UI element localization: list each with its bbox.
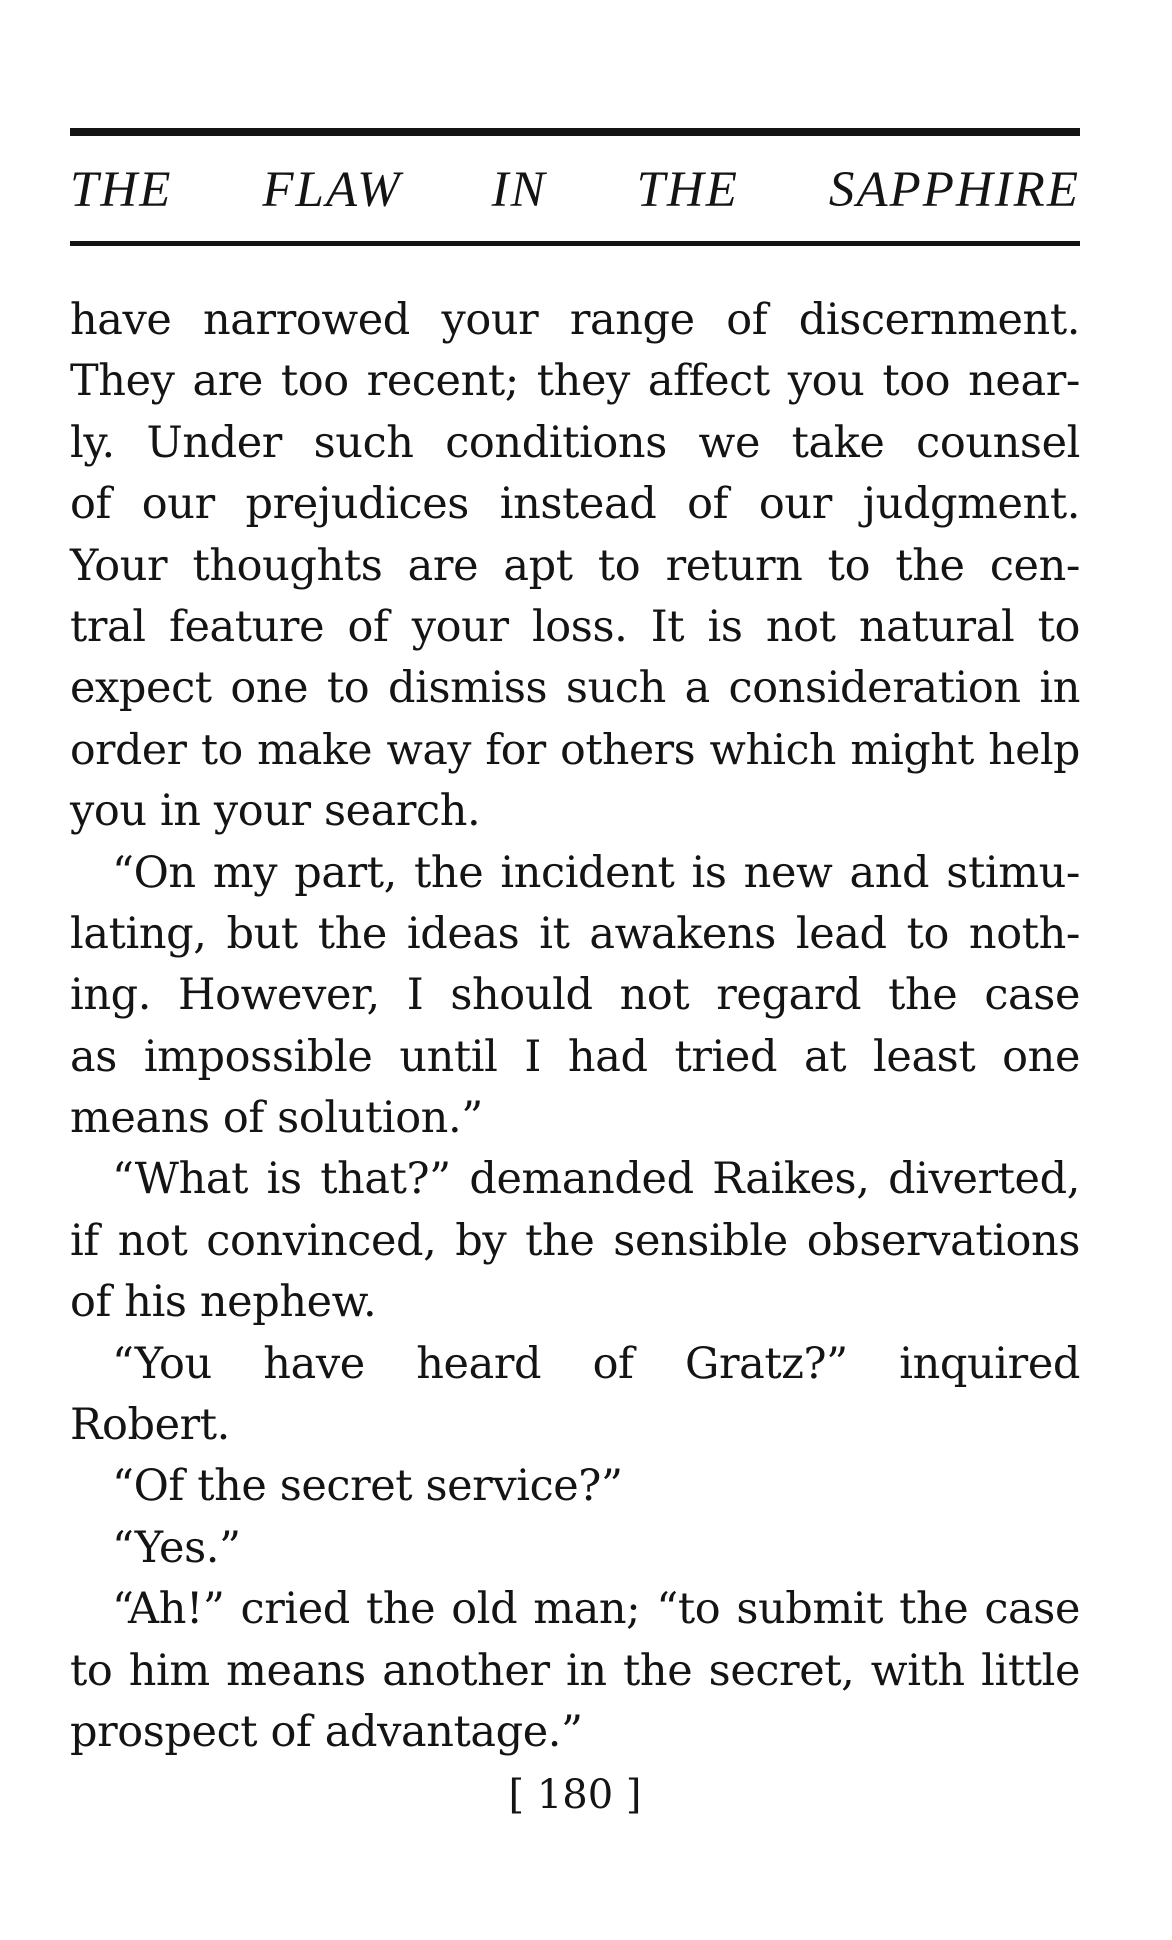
text-line: ly. Under such conditions we take counsel bbox=[70, 417, 1080, 468]
text-line: “What is that?” demanded Raikes, diverted, bbox=[112, 1154, 1080, 1205]
text-line: if not convinced, by the sensible observations bbox=[70, 1215, 1080, 1266]
text-line: means of solution.” bbox=[70, 1093, 483, 1144]
book-page bbox=[70, 0, 1080, 1940]
text-line: They are too recent; they affect you too near- bbox=[70, 356, 1080, 407]
header-rule-bottom bbox=[70, 241, 1080, 246]
text-line: you in your search. bbox=[70, 786, 481, 837]
text-line: ing. However, I should not regard the case bbox=[70, 970, 1080, 1021]
text-line: as impossible until I had tried at least one bbox=[70, 1031, 1080, 1082]
header-rule-top bbox=[70, 128, 1080, 136]
text-line: prospect of advantage.” bbox=[70, 1706, 583, 1757]
text-line: expect one to dismiss such a consideration in bbox=[70, 663, 1080, 714]
text-line: to him means another in the secret, with little bbox=[70, 1645, 1080, 1696]
text-line: Your thoughts are apt to return to the cen- bbox=[70, 540, 1080, 591]
page-number: [ 180 ] bbox=[508, 1772, 642, 1818]
body-text bbox=[70, 290, 1080, 1763]
text-line: order to make way for others which might help bbox=[70, 725, 1080, 775]
text-line: lating, but the ideas it awakens lead to noth- bbox=[70, 908, 1080, 959]
text-line: “On my part, the incident is new and stimu- bbox=[112, 847, 1080, 898]
text-line: “You have heard of Gratz?” inquired bbox=[112, 1338, 1080, 1389]
text-line: of his nephew. bbox=[70, 1277, 377, 1328]
text-line: “Yes.” bbox=[112, 1522, 241, 1573]
text-line: have narrowed your range of discernment. bbox=[70, 295, 1080, 345]
text-line: “Ah!” cried the old man; “to submit the case bbox=[112, 1584, 1080, 1635]
text-line: “Of the secret service?” bbox=[112, 1461, 623, 1512]
running-title: THE FLAW IN THE SAPPHIRE bbox=[70, 162, 1080, 218]
text-line: of our prejudices instead of our judgment. bbox=[70, 479, 1080, 530]
text-line: tral feature of your loss. It is not natural to bbox=[70, 601, 1080, 652]
text-line: Robert. bbox=[70, 1400, 230, 1451]
